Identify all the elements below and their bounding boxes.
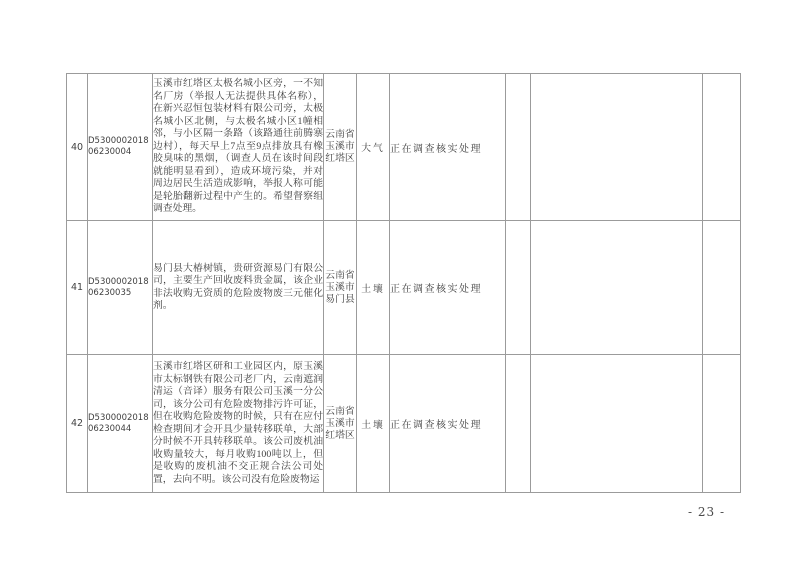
category-cell: 土壤	[357, 355, 390, 493]
table-row	[67, 355, 741, 493]
empty-cell	[703, 355, 741, 493]
page-number: - 23 -	[688, 505, 726, 519]
location-cell: 云南省玉溪市红塔区	[324, 74, 357, 221]
row-number-cell: 40	[67, 74, 88, 221]
description-cell: 玉溪市红塔区太极名城小区旁，一不知名厂房（举报人无法提供具体名称），在新兴忍恒包装材料有限公司旁，太极名城小区北侧，与太极名城小区1幢相邻，与小区隔一条路（该路通往前腾寨边村），每天早上7点至9点排放具有橡胶臭味的黑烟，（调查人员在该时间段就能明显看到），造成环境污染，并对周边居民生活造成影响，举报人称可能是轮胎翻新过程中产生的。希望督察组调查处理。	[153, 74, 324, 221]
description-cell: 易门县大椿树镇，贵研资源易门有限公司，主要生产回收废料贵金属，该企业非法收购无资质的危险废物废三元催化剂。	[153, 221, 324, 355]
row-number-cell: 42	[67, 355, 88, 493]
case-id-cell: D530000201806230044	[88, 355, 153, 493]
status-cell: 正在调查核实处理	[390, 355, 506, 493]
case-id-cell: D530000201806230035	[88, 221, 153, 355]
location-cell: 云南省玉溪市红塔区	[324, 355, 357, 493]
empty-cell	[506, 221, 531, 355]
empty-cell	[531, 74, 703, 221]
empty-cell	[506, 355, 531, 493]
category-cell: 大气	[357, 74, 390, 221]
complaints-table	[66, 73, 741, 493]
empty-cell	[531, 355, 703, 493]
status-cell: 正在调查核实处理	[390, 221, 506, 355]
empty-cell	[703, 74, 741, 221]
empty-cell	[531, 221, 703, 355]
description-cell: 玉溪市红塔区研和工业园区内，原玉溪市太标钢铁有限公司老厂内，云南遮润清运（音译）服务有限公司玉溪一分公司，该分公司有危险废物排污许可证，但在收购危险废物的时候，只有在应付检查期间才会开具少量转移联单，大部分时候不开具转移联单。该公司废机油收购量较大，每月收购100吨以上，但是收购的废机油不交正规合法公司处置，去向不明。该公司没有危险废物运	[153, 355, 324, 493]
status-cell: 正在调查核实处理	[390, 74, 506, 221]
empty-cell	[703, 221, 741, 355]
empty-cell	[506, 74, 531, 221]
case-id-cell: D530000201806230004	[88, 74, 153, 221]
table-row	[67, 221, 741, 355]
category-cell: 土壤	[357, 221, 390, 355]
row-number-cell: 41	[67, 221, 88, 355]
table-row	[67, 74, 741, 221]
location-cell: 云南省玉溪市易门县	[324, 221, 357, 355]
